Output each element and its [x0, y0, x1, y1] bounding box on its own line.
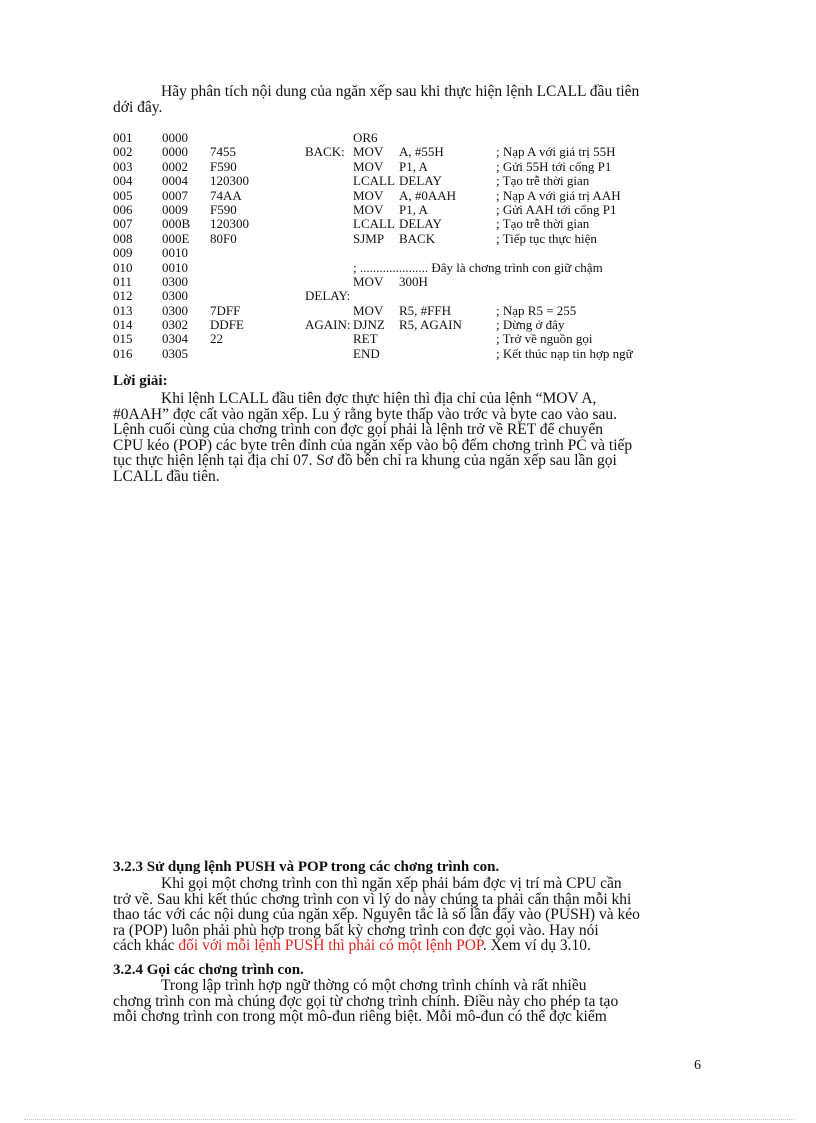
solution-line: CPU kéo (POP) các byte trên đỉnh của ngăn xếp vào bộ đếm chơng trình PC và tiếp [113, 436, 633, 454]
code-operands: A, #55H [399, 144, 444, 160]
code-comment: ; Kết thúc nạp tin hợp ngữ [496, 345, 633, 361]
code-mnemonic: LCALL [353, 173, 395, 189]
code-comment: ; Nạp A với giá trị AAH [496, 187, 621, 203]
code-line-number: 016 [113, 345, 133, 361]
code-operands: BACK [399, 230, 436, 246]
solution-line: Lệnh cuối cùng của chơng trình con đợc gọi phải là lệnh trở về RET để chuyển [113, 421, 604, 439]
code-mnemonic: MOV [353, 158, 384, 174]
code-mnemonic: SJMP [353, 230, 385, 246]
code-comment: ; Tạo trễ thời gian [496, 216, 590, 232]
code-label: AGAIN: [305, 317, 351, 333]
code-address: 0305 [162, 345, 188, 361]
code-opcode-hex: F590 [210, 158, 237, 174]
code-line-number: 015 [113, 331, 133, 347]
paragraph-line: chơng trình con mà chúng đợc gọi từ chơng trình chính. Điều này cho phép ta tạo [113, 992, 619, 1010]
code-mnemonic: MOV [353, 187, 384, 203]
code-address: 0007 [162, 187, 188, 203]
section-3-2-4-paragraph [113, 978, 705, 1025]
code-mnemonic: LCALL [353, 216, 395, 232]
code-opcode-hex: 80F0 [210, 230, 237, 246]
code-opcode-hex: 120300 [210, 173, 249, 189]
code-mnemonic: ; ..................... Đây là chơng trình con giữ chậm [353, 259, 603, 275]
code-address: 0300 [162, 302, 188, 318]
code-address: 0302 [162, 317, 188, 333]
code-address: 0009 [162, 201, 188, 217]
code-opcode-hex: 74AA [210, 187, 242, 203]
code-mnemonic: MOV [353, 201, 384, 217]
solution-line: Khi lệnh LCALL đầu tiên đợc thực hiện thì địa chỉ của lệnh “MOV A, [161, 390, 597, 407]
code-opcode-hex: F590 [210, 201, 237, 217]
code-address: 000B [162, 216, 191, 232]
code-line-number: 012 [113, 288, 133, 304]
section-3-2-3-heading: 3.2.3 Sử dụng lệnh PUSH và POP trong các chơng trình con. [113, 859, 500, 875]
code-mnemonic: MOV [353, 273, 384, 289]
code-comment: ; Gửi 55H tới cổng P1 [496, 158, 612, 174]
code-mnemonic: MOV [353, 144, 384, 160]
code-line-number: 008 [113, 230, 133, 246]
line-text: . Xem ví dụ 3.10. [482, 937, 591, 955]
code-line-number: 006 [113, 201, 133, 217]
code-opcode-hex: 22 [210, 331, 223, 347]
code-comment: ; Tạo trễ thời gian [496, 173, 590, 189]
page-bottom-divider [24, 1119, 794, 1120]
code-mnemonic: END [353, 345, 380, 361]
code-label: BACK: [305, 144, 345, 160]
code-line-number: 013 [113, 302, 133, 318]
code-comment: ; Nạp A với giá trị 55H [496, 144, 616, 160]
code-opcode-hex: 7455 [210, 144, 236, 160]
line-text: cách khác [113, 937, 179, 955]
code-operands: R5, AGAIN [399, 317, 462, 333]
code-mnemonic: DJNZ [353, 317, 385, 333]
code-opcode-hex: 120300 [210, 216, 249, 232]
code-operands: A, #0AAH [399, 187, 457, 203]
code-address: 0010 [162, 259, 188, 275]
code-opcode-hex: 7DFF [210, 302, 241, 318]
code-mnemonic: OR6 [353, 130, 378, 145]
code-line-number: 014 [113, 317, 133, 333]
code-comment: ; Dừng ở đây [496, 317, 565, 333]
code-line-number: 004 [113, 173, 133, 189]
solution-line: LCALL đầu tiên. [113, 467, 220, 485]
code-line-number: 001 [113, 130, 133, 145]
code-label: DELAY: [305, 288, 351, 304]
page-number: 6 [694, 1058, 701, 1073]
code-operands: P1, A [399, 201, 428, 217]
code-address: 0300 [162, 288, 188, 304]
solution-line: tục thực hiện lệnh tại địa chỉ 07. Sơ đồ bên chỉ ra khung của ngăn xếp sau lần gọi [113, 452, 617, 470]
code-operands: P1, A [399, 158, 428, 174]
code-line-number: 003 [113, 158, 133, 174]
code-address: 0000 [162, 144, 188, 160]
code-address: 000E [162, 230, 190, 246]
code-operands: 300H [399, 273, 428, 289]
code-operands: R5, #FFH [399, 302, 452, 318]
intro-line-2: dới đây. [113, 99, 163, 116]
code-mnemonic: MOV [353, 302, 384, 318]
code-comment: ; Gửi AAH tới cổng P1 [496, 201, 617, 217]
code-address: 0004 [162, 173, 188, 189]
code-operands: DELAY [399, 173, 442, 189]
solution-paragraph [113, 391, 705, 485]
code-operands: DELAY [399, 216, 442, 232]
paragraph-line [113, 938, 705, 954]
intro-line-1: Hãy phân tích nội dung của ngăn xếp sau khi thực hiện lệnh LCALL đầu tiên [161, 83, 640, 100]
code-address: 0000 [162, 130, 188, 145]
code-line-number: 002 [113, 144, 133, 160]
section-3-2-4-heading: 3.2.4 Gọi các chơng trình con. [113, 962, 304, 978]
paragraph-line: Khi gọi một chơng trình con thì ngăn xếp phải bám đợc vị trí mà CPU cần [161, 875, 622, 892]
code-line-number: 010 [113, 259, 133, 275]
code-comment: ; Nạp R5 = 255 [496, 302, 577, 318]
code-mnemonic: RET [353, 331, 378, 347]
solution-line: #0AAH” đợc cất vào ngăn xếp. Lu ý rằng byte thấp vào trớc và byte cao vào sau. [113, 405, 618, 423]
code-address: 0304 [162, 331, 188, 347]
code-address: 0300 [162, 273, 188, 289]
code-address: 0002 [162, 158, 188, 174]
paragraph-line: Trong lập trình hợp ngữ thờng có một chơng trình chính và rất nhiều [161, 977, 587, 994]
paragraph-line: trở về. Sau khi kết thúc chơng trình con vì lý do này chúng ta phải cẩn thận mỗi khi [113, 890, 632, 908]
code-line-number: 007 [113, 216, 133, 232]
paragraph-line: mỗi chơng trình con trong một mô-đun riêng biệt. Mỗi mô-đun có thể đợc kiểm [113, 1008, 607, 1026]
code-comment: ; Tiếp tục thực hiện [496, 230, 597, 246]
solution-heading: Lời giải: [113, 373, 168, 389]
code-address: 0010 [162, 245, 188, 261]
code-line-number: 009 [113, 245, 133, 261]
section-3-2-3-paragraph [113, 876, 705, 954]
code-opcode-hex: DDFE [210, 317, 244, 333]
paragraph-line: thao tác với các nội dung của ngăn xếp. Nguyên tắc là số lần đẩy vào (PUSH) và kéo [113, 906, 640, 924]
code-line-number: 011 [113, 273, 133, 289]
highlighted-rule: đối với mỗi lệnh PUSH thì phải có một lệnh POP [178, 937, 483, 955]
paragraph-line: ra (POP) luôn phải phù hợp trong bất kỳ chơng trình con đợc gọi vào. Hay nói [113, 921, 599, 939]
code-line-number: 005 [113, 187, 133, 203]
code-comment: ; Trở về nguồn gọi [496, 331, 593, 347]
